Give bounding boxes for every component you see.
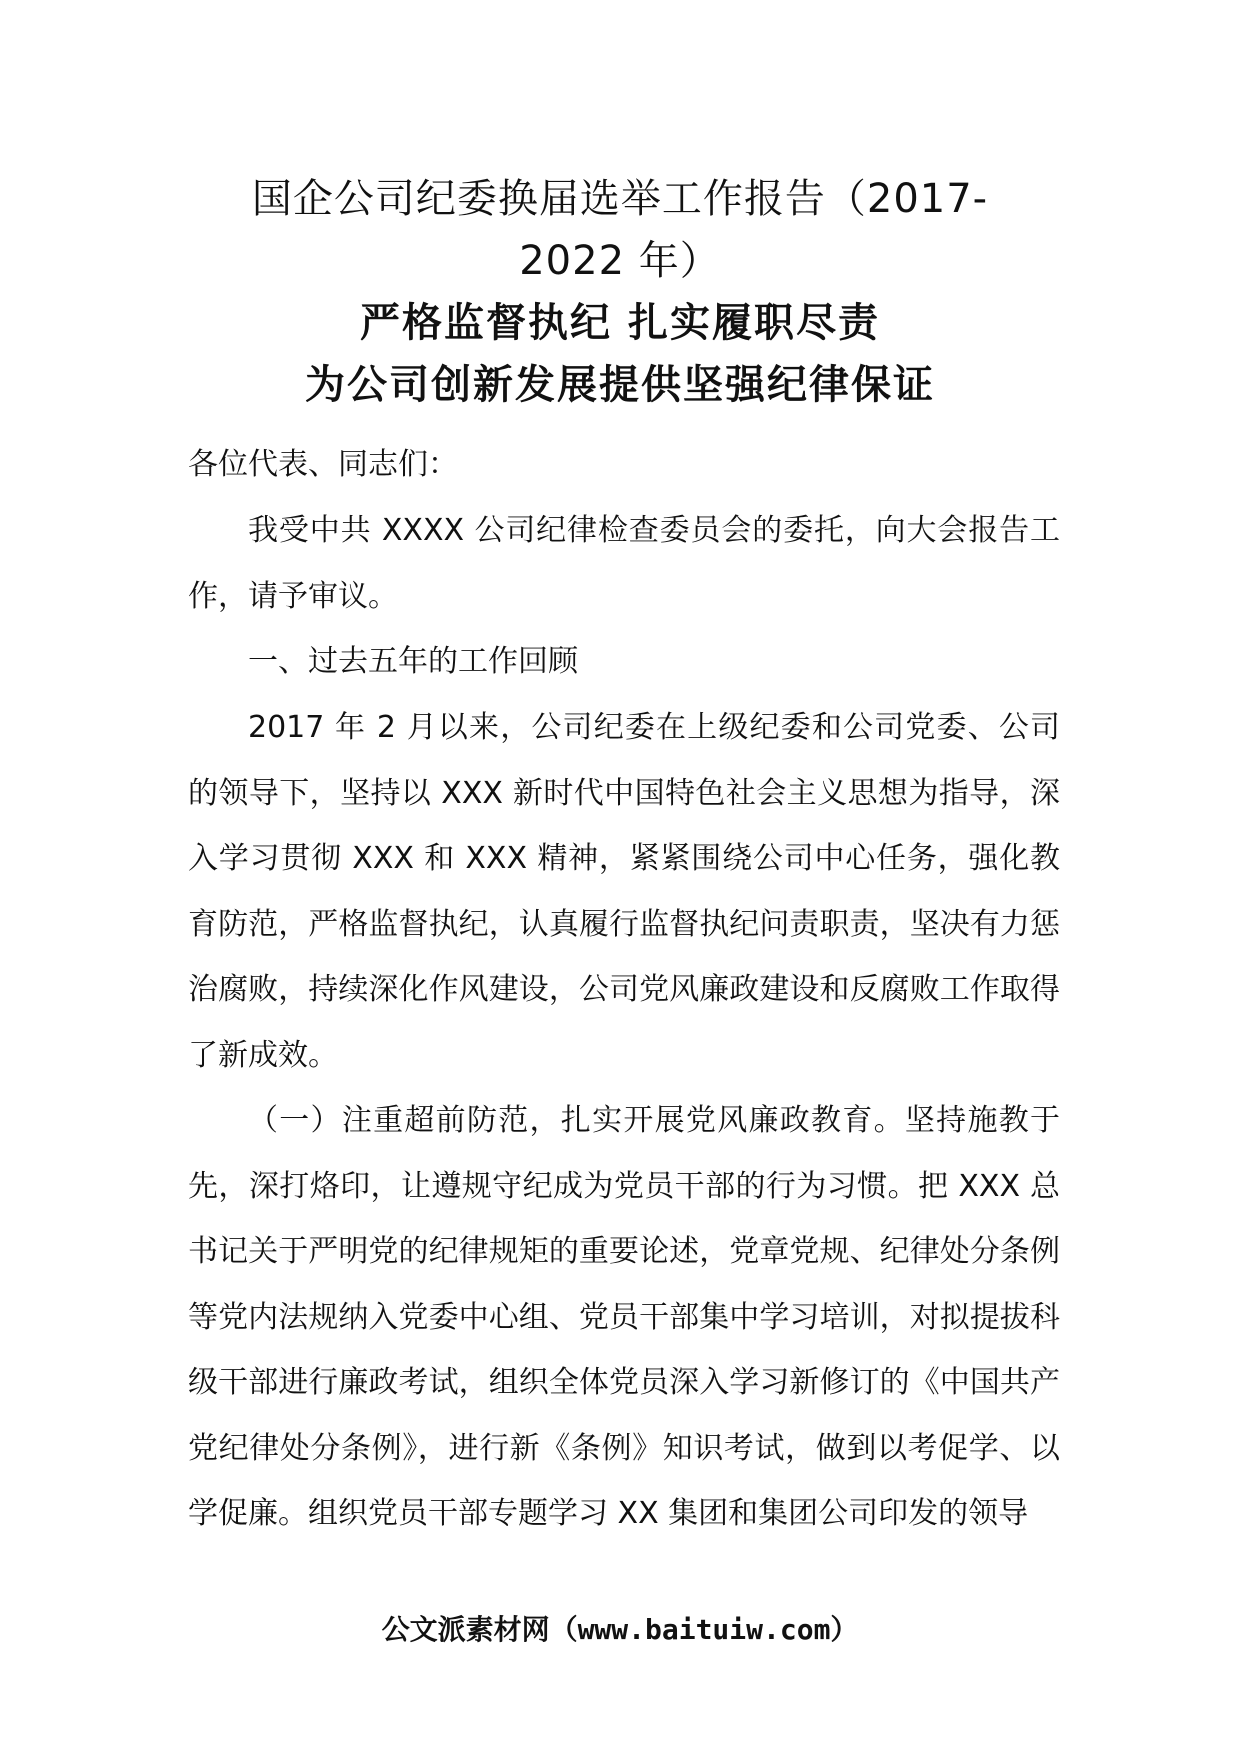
section-heading-review: 一、过去五年的工作回顾 [248, 644, 578, 679]
paragraph-commission: 我受中共 XXXX 公司纪律检查委员会的委托，向大会报告工作，请予审议。 [188, 513, 1060, 614]
document-title-line-2: 2022 年） [519, 238, 721, 284]
document-subtitle-line-1: 严格监督执纪 扎实履职尽责 [360, 300, 880, 346]
paragraph-overview: 2017 年 2 月以来，公司纪委在上级纪委和公司党委、公司的领导下，坚持以 XXX 新时代中国特色社会主义思想为指导，深入学习贯彻 XXX 和 XXX 精神，紧紧围绕公司中心任务，强化教育防范，严格监督执纪，认真履行监督执纪问责职责，坚决有力惩治腐败，持续深化作风建设，公司党风廉政建设和反腐败工作取得了新成效。 [188, 710, 1060, 1073]
document-body [188, 432, 1060, 1547]
document-subtitle-line-2: 为公司创新发展提供坚强纪律保证 [305, 362, 935, 408]
footer-watermark: 公文派素材网（www.baituiw.com） [381, 1613, 859, 1646]
salutation: 各位代表、同志们： [188, 447, 458, 482]
document-title-line-1: 国企公司纪委换届选举工作报告（2017- [251, 176, 989, 222]
title-block [150, 168, 1090, 416]
paragraph-prevention: （一）注重超前防范，扎实开展党风廉政教育。坚持施教于先，深打烙印，让遵规守纪成为党员干部的行为习惯。把 XXX 总书记关于严明党的纪律规矩的重要论述，党章党规、纪律处分条例等党内法规纳入党委中心组、党员干部集中学习培训，对拟提拔科级干部进行廉政考试，组织全体党员深入学习新修订的《中国共产党纪律处分条例》，进行新《条例》知识考试，做到以考促学、以学促廉。组织党员干部专题学习 XX 集团和集团公司印发的领导 [188, 1103, 1060, 1531]
